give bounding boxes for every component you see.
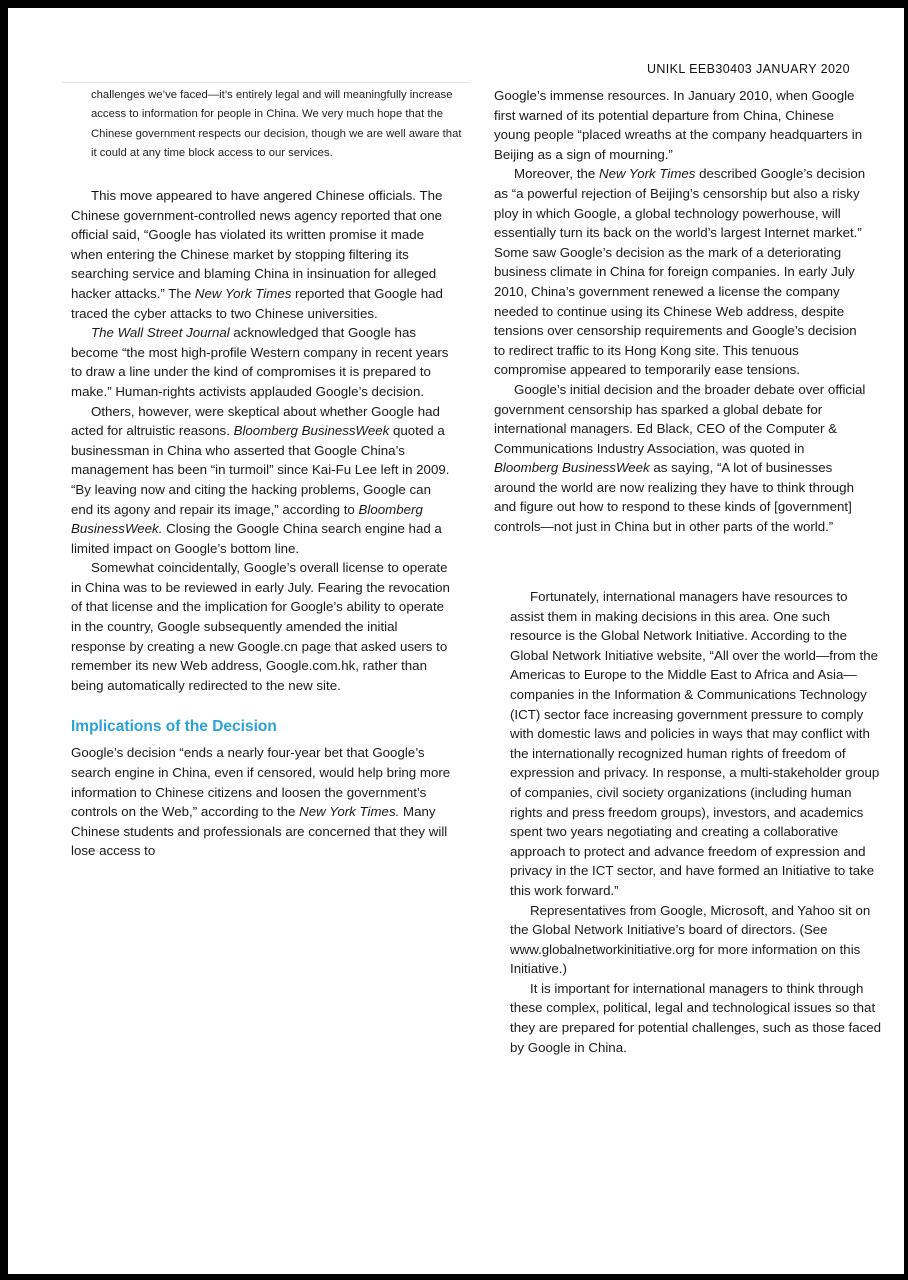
paragraph: Representatives from Google, Microsoft, and Yahoo sit on the Global Network Initiative’s board of directors. (See www.globalnetworkinitiative.org for more information on this Initiative.)	[510, 902, 871, 977]
paragraph: Somewhat coincidentally, Google’s overall license to operate in China was to be reviewed in early July. Fearing the revocation of that license and the implication for Google’s ability to operate in the country, Google subsequently amended the initial response by creating a new Google.cn page that asked users to remember its new Web address, Google.com.hk, rather than being automatically redirected to the new site.	[71, 560, 450, 693]
paragraph: Google’s immense resources. In January 2010, when Google first warned of its potential departure from China, Chinese young people “placed wreaths at the company headquarters in Beijing as a sign of mourning.”	[494, 88, 863, 162]
paragraph: Google’s decision “ends a nearly four-year bet that Google’s search engine in China, even if censored, would help bring more information to Chinese citizens and loosen the government’s controls on the Web,” according to the New York Times. Many Chinese students and professionals are concerned that they will lose access to	[71, 745, 451, 859]
paragraph: Fortunately, international managers have resources to assist them in making decisions in this area. One such resource is the Global Network Initiative. According to the Global Network Initiative website, “All over the world—from the Americas to Europe to the Middle East to Africa and Asia—companies in the Information & Communications Technology (ICT) sector face increasing government pressure to comply with domestic laws and policies in ways that may conflict with the internationally recognized human rights of freedom of expression and privacy. In response, a multi-stakeholder group of companies, civil society organizations (including human rights and press freedom groups), investors, and academics spent two years negotiating and creating a collaborative approach to protect and advance freedom of expression and privacy in the ICT sector, and have formed an Initiative to take this work forward.”	[510, 589, 880, 898]
paragraph: Moreover, the New York Times described Google’s decision as “a powerful rejection of Beijing’s censorship but also a risky ploy in which Google, a global technology powerhouse, will essentially turn its back on the world’s largest Internet market.” Some saw Google’s decision as the mark of a deteriorating business climate in China for foreign companies. In early July 2010, China’s government renewed a license the company needed to continue using its Chinese Web address, despite tensions over censorship requirements and Google’s decision to redirect traffic to its Hong Kong site. This tenuous compromise appeared to temporarily ease tensions.	[494, 166, 866, 378]
right-column-bottom	[510, 587, 882, 1057]
quote-text: challenges we’ve faced—it’s entirely legal and will meaningfully increase access to information for people in China. We very much hope that the Chinese government respects our decision, though we are well aware that it could at any time block access to our services.	[91, 89, 462, 160]
paragraph: It is important for international managers to think through these complex, political, legal and technological issues so that they are prepared for potential challenges, such as those faced by Google in China.	[510, 980, 882, 1055]
pull-quote	[91, 86, 463, 164]
paragraph: This move appeared to have angered Chinese officials. The Chinese government-controlled news agency reported that one official said, “Google has violated its written promise it made when entering the Chinese market by stopping filtering its searching service and blaming China in insinuation for alleged hacker attacks.” The New York Times reported that Google had traced the cyber attacks to two Chinese universities.	[71, 188, 443, 321]
left-column	[71, 186, 455, 861]
top-divider	[62, 82, 470, 83]
paragraph: Google’s initial decision and the broader debate over official government censorship has sparked a global debate for international managers. Ed Black, CEO of the Computer & Communications Industry Association, was quoted in Bloomberg BusinessWeek as saying, “A lot of businesses around the world are now realizing they have to think through and figure out how to respond to these kinds of [government] controls—not just in China but in other parts of the world.”	[494, 381, 866, 535]
course-header: UNIKL EEB30403 JANUARY 2020	[646, 62, 850, 76]
section-heading: Implications of the Decision	[71, 718, 277, 736]
paragraph: The Wall Street Journal acknowledged that Google has become “the most high-profile Western company in recent years to draw a line under the kind of compromises it is prepared to make.” Human-rights activists applauded Google’s decision.	[71, 325, 449, 399]
right-column-top	[494, 86, 866, 537]
paragraph: Others, however, were skeptical about whether Google had acted for altruistic reasons. Bloomberg BusinessWeek quoted a businessman in China who asserted that Google China’s management has been “in turmoil” since Kai-Fu Lee left in 2009. “By leaving now and citing the hacking problems, Google can end its agony and repair its image,” according to Bloomberg BusinessWeek. Closing the Google China search engine had a limited impact on Google’s bottom line.	[71, 403, 450, 556]
